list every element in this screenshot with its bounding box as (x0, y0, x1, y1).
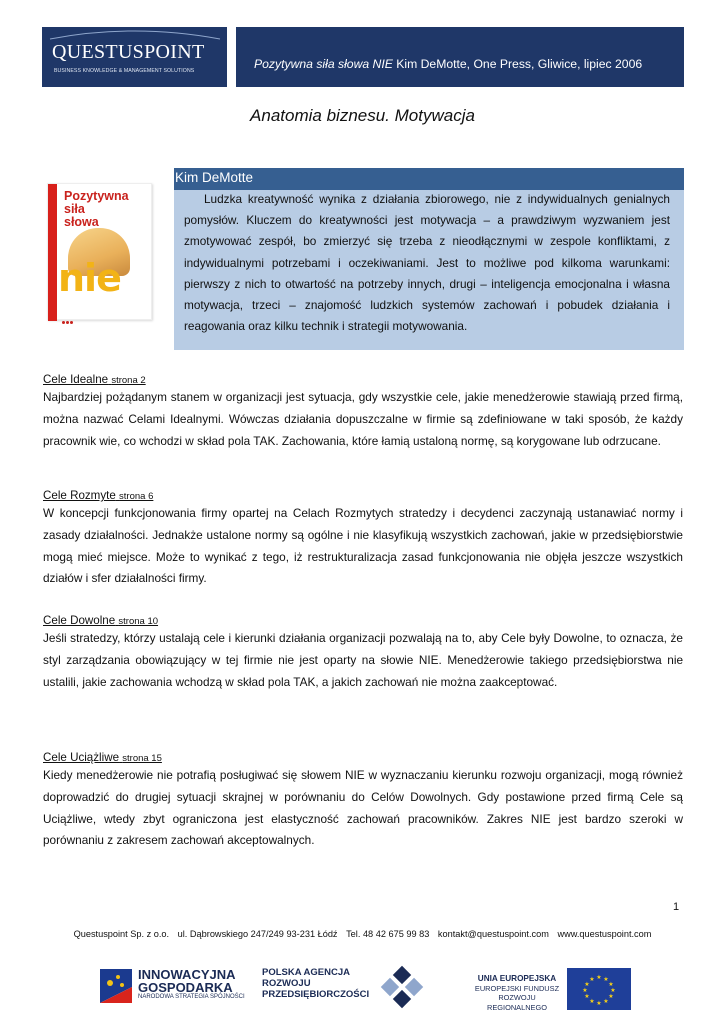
svg-text:★: ★ (596, 974, 602, 981)
ue-line (472, 974, 562, 984)
svg-text:★: ★ (610, 987, 616, 994)
ig-title (138, 968, 236, 994)
book-cover-nie: nie (58, 256, 121, 300)
book-title-line: siła (64, 202, 85, 216)
section-heading-text: Cele Uciążliwe (43, 751, 120, 764)
logo-brand: QUESTUSPOINT (52, 41, 205, 63)
section-page-ref: strona 10 (118, 616, 159, 627)
footer-address: ul. Dąbrowskiego 247/249 93-231 Łódź (177, 929, 338, 939)
section-cele-rozmyte (43, 489, 683, 590)
header-source-bar (236, 27, 684, 87)
parp-line: PRZEDSIĘBIORCZOŚCI (262, 989, 370, 1000)
book-title-line: słowa (64, 215, 99, 229)
section-heading (43, 489, 683, 502)
book-cover-title (64, 190, 129, 229)
header-source (254, 57, 642, 71)
questuspoint-logo (42, 27, 227, 87)
svg-text:★: ★ (584, 993, 590, 1000)
parp-text (262, 967, 369, 1000)
footer-email[interactable]: kontakt@questuspoint.com (437, 929, 549, 939)
ue-text (472, 974, 562, 1012)
footer-company: Questuspoint Sp. z o.o. (73, 929, 170, 939)
section-body: W koncepcji funkcjonowania firmy opartej na Celach Rozmytych stratedzy i decydenci zaczynają ustanawiać normy i zasady działalności. Jednakże ustalone normy są ogólne i nie klasyfikują wszystkich zachowań, jakie w przedsiębiorstwie mogą mieć miejsce. Może to wynikać z tego, iż restrukturalizacja zasad funkcjonowania nie objęła jeszcze wszystkich działów i sfer działalności firmy. (43, 506, 683, 586)
svg-text:★: ★ (584, 981, 590, 988)
section-page-ref: strona 15 (122, 753, 162, 764)
book-title-line: Pozytywna (64, 189, 129, 203)
footer-contact (0, 929, 725, 939)
ig-line: GOSPODARKA (138, 980, 233, 995)
svg-text:★: ★ (596, 1000, 602, 1007)
section-heading (43, 373, 683, 386)
svg-text:★: ★ (608, 981, 614, 988)
svg-text:★: ★ (603, 976, 609, 983)
section-cele-dowolne (43, 614, 683, 693)
section-cele-uciazliwe (43, 751, 683, 852)
ue-title: UNIA EUROPEJSKA (477, 974, 557, 983)
source-details: Kim DeMotte, One Press, Gliwice, lipiec 2006 (392, 57, 643, 71)
source-book-title: Pozytywna siła słowa NIE (254, 57, 393, 71)
section-body: Najbardziej pożądanym stanem w organizacji jest sytuacja, gdy wszystkie cele, jakie menedżerowie stawiają przed firmą, można nazwać Celami Idealnymi. Wówczas działania dopuszczalne w firmie są zdefiniowane w taki sposób, że każdy pracownik wie, co wchodzi w skład pola TAK. Zachowania, które łamią ustaloną normę, są korygowane lub odrzucane. (43, 390, 683, 448)
section-page-ref: strona 2 (111, 375, 146, 386)
section-heading (43, 751, 683, 764)
section-body: Kiedy menedżerowie nie potrafią posługiwać się słowem NIE w wyznaczaniu kierunku rozwoju organizacji, mogą również doprowadzić do drugiej sytuacji skrajnej w porównaniu do Celów Dowolnych. Gdy postawione przed firmą Cele są Uciążliwe, wtedy zbyt ograniczona jest elastyczność zachowań pracowników. Zakres NIE jest bardzo szeroki w porównaniu z zakresem zachowań akceptowalnych. (43, 768, 683, 848)
ue-efrr-logo (472, 962, 637, 1012)
section-page-ref: strona 6 (119, 491, 154, 502)
section-cele-idealne (43, 373, 683, 452)
svg-text:★: ★ (589, 976, 595, 983)
page-title: Anatomia biznesu. Motywacja (250, 106, 475, 125)
footer-phone: Tel. 48 42 675 99 83 (346, 929, 430, 939)
summary-author-bar (174, 168, 684, 190)
summary-text: Ludzka kreatywność wynika z działania zbiorowego, nie z indywidualnych genialnych pomysłów. Kluczem do kreatywności jest motywacja – a prawdziwym wyzwaniem jest zmotywować zespół, bo zmierzyć się trzeba z nieodłącznymi w zespole konfliktami, z indywidualnymi potrzebami i oczekiwaniami. Jest to możliwe pod kilkoma warunkami: pierwszy z nich to otwartość na potrzeby innych, drugi – inteligencja emocjonalna i własna motywacja, trzeci – znajomość ludzkich systemów zachowań i pobudek działania i reagowania oraz kilku technik i strategii motywowania. (184, 192, 670, 334)
svg-text:★: ★ (582, 987, 588, 994)
summary-box (174, 168, 684, 350)
svg-text:★: ★ (603, 998, 609, 1005)
parp-line: POLSKA AGENCJA (262, 967, 350, 978)
eu-flag-icon (567, 968, 631, 1010)
svg-text:★: ★ (608, 993, 614, 1000)
ig-line: INNOWACYJNA (138, 967, 236, 982)
summary-author: Kim DeMotte (175, 170, 254, 185)
parp-line: ROZWOJU (262, 978, 311, 989)
parp-diamond-icon (380, 965, 424, 1009)
section-body: Jeśli stratedzy, którzy ustalają cele i kierunki działania organizacji pozwalają na to, aby Cele były Dowolne, to oznacza, że styl zarządzania obowiązujący w tej firmie nie jest oparty na słowie NIE. Menedżerowie takiego przedsiębiorstwa nie ustalili, jakie zachowania wchodzą w skład pola TAK, a jakich zachowań nie można zaakceptować. (43, 631, 683, 689)
ue-line: ROZWOJU REGIONALNEGO (487, 993, 547, 1012)
svg-text:★: ★ (589, 998, 595, 1005)
logo-tagline: BUSINESS KNOWLEDGE & MANAGEMENT SOLUTIONS (54, 68, 195, 74)
book-spine (48, 184, 57, 321)
section-heading-text: Cele Rozmyte (43, 489, 116, 502)
book-cover-dots (62, 311, 142, 314)
section-heading-text: Cele Idealne (43, 373, 109, 386)
book-cover-image (47, 183, 152, 320)
innovation-flag-icon (92, 963, 136, 1011)
section-heading-text: Cele Dowolne (43, 614, 116, 627)
section-heading (43, 614, 683, 627)
parp-logo (262, 962, 432, 1012)
footer-website[interactable]: www.questuspoint.com (557, 929, 652, 939)
ue-line: EUROPEJSKI FUNDUSZ (474, 983, 560, 993)
page-number: 1 (673, 901, 680, 913)
ig-subtitle: NARODOWA STRATEGIA SPÓJNOŚCI (138, 994, 245, 1000)
innowacyjna-gospodarka-logo (92, 962, 252, 1012)
